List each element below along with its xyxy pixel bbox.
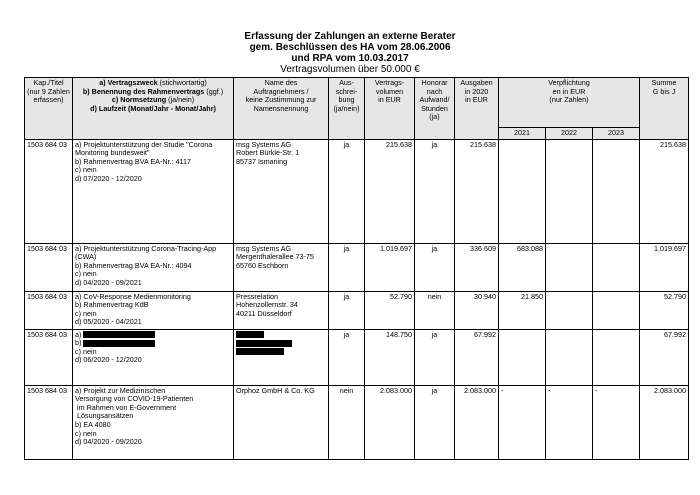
cell-contractor: Pressrelation Hohenzollernstr. 34 40211 Düsseldorf [234,291,329,329]
header-ausschreibung: Aus- schrei- bung (ja/nein) [329,78,365,140]
table-row [25,329,689,385]
cell-ausgaben-2020: 336.609 [455,243,499,291]
cell-2023 [593,291,640,329]
title-line-3: und RPA vom 10.03.2017 [291,53,409,64]
cell-ausgaben-2020: 67.992 [455,329,499,385]
cell-2021 [499,329,546,385]
cell-volume: 52.790 [365,291,415,329]
table-row [25,139,689,243]
cell-ausschreibung: ja [329,329,365,385]
cell-summe: 1.019.697 [640,243,689,291]
cell-2022 [546,139,593,243]
cell-honorar: nein [415,291,455,329]
cell-honorar: ja [415,385,455,459]
cell-description: a) Projekt zur Medizinischen Versorgung von COVID-19-Patienten im Rahmen von E-Government Lösungsansätzen b) EA 4080 c) nein d) 04/2020 - 09/2020 [73,385,234,459]
header-summe: Summe G bis J [640,78,689,140]
cell-summe: 52.790 [640,291,689,329]
cell-2022: - [546,385,593,459]
payments-table [24,77,689,460]
header-year-2023: 2023 [593,128,640,140]
cell-description: a) CoV-Response Medienmonitoring b) Rahmenvertrag KdB c) nein d) 05/2020 - 04/2021 [73,291,234,329]
header-ausgaben-2020: Ausgaben in 2020 in EUR [455,78,499,140]
cell-2021 [499,139,546,243]
cell-honorar: ja [415,243,455,291]
cell-contractor: msg Systems AG Mergenthalerallee 73-75 65760 Eschborn [234,243,329,291]
header-auftragnehmer: Name des Auftragnehmers / keine Zustimmung zur Namensnennung [234,78,329,140]
cell-summe: 67.992 [640,329,689,385]
cell-2022 [546,243,593,291]
cell-ausschreibung: ja [329,243,365,291]
cell-description: a) Projektunterstützung Corona-Tracing-App (CWA) b) Rahmenvertrag BVA EA-Nr.: 4094 c) nein d) 04/2020 - 09/2021 [73,243,234,291]
cell-kap: 1503 684 03 [25,385,73,459]
header-year-2022: 2022 [546,128,593,140]
redaction-bar [83,340,155,347]
cell-2023 [593,329,640,385]
header-kap-titel: Kap./Titel (nur 9 Zahlen erfassen) [25,78,73,140]
redaction-bar [236,340,292,347]
header-honorar: Honorar nach Aufwand/ Stunden (ja) [415,78,455,140]
cell-volume: 1.019.697 [365,243,415,291]
title-line-1: Erfassung der Zahlungen an externe Berater [244,31,456,42]
cell-volume: 215.638 [365,139,415,243]
cell-kap: 1503 684 03 [25,329,73,385]
cell-2023 [593,139,640,243]
header-vertragsvolumen: Vertrags- volumen in EUR [365,78,415,140]
redaction-bar [83,331,155,338]
cell-volume: 2.083.000 [365,385,415,459]
cell-2022 [546,291,593,329]
title-line-4: Vertragsvolumen über 50.000 € [280,64,420,75]
header-year-2021: 2021 [499,128,546,140]
table-row [25,291,689,329]
cell-contractor: Orphoz GmbH & Co. KG [234,385,329,459]
cell-2021: 683.088 [499,243,546,291]
cell-2022 [546,329,593,385]
cell-ausschreibung: nein [329,385,365,459]
cell-ausgaben-2020: 2.083.000 [455,385,499,459]
cell-honorar: ja [415,329,455,385]
cell-ausschreibung: ja [329,139,365,243]
cell-summe: 2.083.000 [640,385,689,459]
table-row [25,385,689,459]
cell-ausgaben-2020: 30.940 [455,291,499,329]
title-line-2: gem. Beschlüssen des HA vom 28.06.2006 [249,42,451,53]
cell-ausgaben-2020: 215.638 [455,139,499,243]
cell-kap: 1503 684 03 [25,243,73,291]
cell-description: a) b) c) nein d) 06/2020 - 12/2020 [73,329,234,385]
cell-description: a) Projektunterstützung der Studie "Corona Monitoring bundesweit" b) Rahmenvertrag BVA EA-Nr.: 4117 c) nein d) 07/2020 - 12/2020 [73,139,234,243]
cell-contractor [234,329,329,385]
cell-ausschreibung: ja [329,291,365,329]
cell-2021: 21.850 [499,291,546,329]
cell-honorar: ja [415,139,455,243]
cell-summe: 215.638 [640,139,689,243]
header-verpflichtungen: Verpflichtung en in EUR (nur Zahlen) [499,78,640,128]
redaction-bar [236,348,284,355]
table-row [25,243,689,291]
cell-2021: - [499,385,546,459]
cell-kap: 1503 684 03 [25,139,73,243]
cell-contractor: msg Systems AG Robert Bürkle-Str. 1 85737 Ismaning [234,139,329,243]
cell-kap: 1503 684 03 [25,291,73,329]
cell-2023: - [593,385,640,459]
redaction-bar [236,331,264,338]
cell-2023 [593,243,640,291]
cell-volume: 148.750 [365,329,415,385]
header-vertragszweck: a) Vertragszweck (stichwortartig) b) Benennung des Rahmenvertrags (ggf.) c) Normsetzung (ja/nein) d) Laufzeit (Monat/Jahr - Monat/Jahr) [73,78,234,140]
